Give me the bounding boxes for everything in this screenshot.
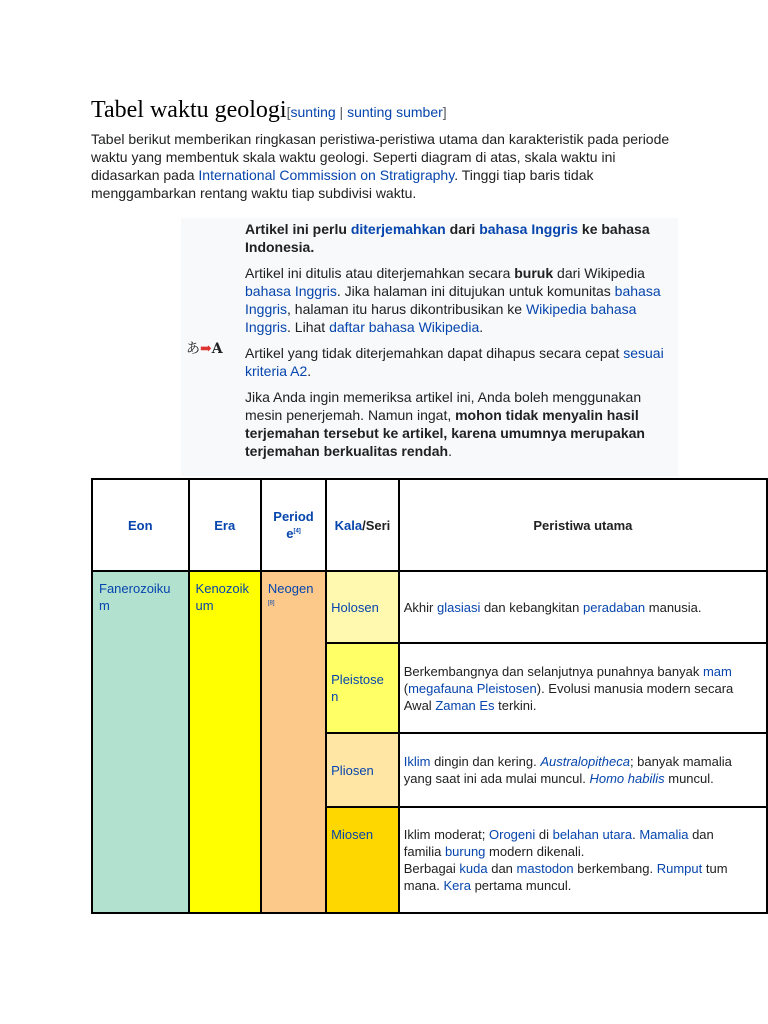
geologic-time-table (91, 478, 768, 914)
notice-title-text: ke bahasa Indonesia. (245, 221, 650, 255)
event-link[interactable]: mastodon (516, 861, 574, 876)
notice-text-span: dari Wikipedia (553, 265, 645, 281)
notice-paragraph-delete (245, 344, 670, 380)
header-kala-link[interactable]: Kala (334, 517, 363, 533)
era-cell (189, 571, 261, 913)
kala-link[interactable]: Pleistose n (331, 672, 384, 704)
event-text: dan (688, 827, 714, 842)
event-text: . (632, 827, 640, 842)
notice-bold: mohon tidak menyalin hasil terjemahan tersebut ke artikel, karena umumnya merupakan terjemahan berkualitas rendah (245, 407, 645, 459)
english-wikipedia-link[interactable]: Wikipedia bahasa Inggris (245, 301, 637, 335)
event-text: berkembang. (573, 861, 657, 876)
header-event-text: Peristiwa utama (533, 517, 633, 533)
notice-text-span: Artikel yang tidak diterjemahkan dapat dihapus secara cepat (245, 345, 624, 361)
event-text: ). Evolusi manusia modern secara (536, 680, 734, 696)
kala-cell (326, 571, 399, 643)
period-cell (261, 571, 326, 913)
event-text: modern dikenali. (485, 844, 585, 859)
era-link[interactable]: Kenozoik um (195, 581, 250, 613)
english-language-link[interactable]: bahasa Inggris (479, 221, 579, 237)
notice-text-span: Artikel ini ditulis atau diterjemahkan secara (245, 265, 515, 281)
translate-icon (186, 338, 223, 358)
event-link[interactable]: Mamalia (639, 827, 689, 842)
event-text: Akhir (403, 599, 437, 615)
table-header-row (92, 479, 767, 571)
eon-link[interactable]: Fanerozoiku m (99, 581, 171, 613)
event-text: ( (403, 680, 409, 696)
event-link[interactable]: Iklim (403, 754, 431, 769)
wikipedia-list-link[interactable]: daftar bahasa Wikipedia (329, 319, 480, 335)
intro-text: Tabel berikut memberikan ringkasan peristiwa-peristiwa utama dan karakteristik pada periode waktu yang membentuk skala waktu geologi. Seperti diagram di atas, skala waktu ini didasarkan pada (91, 131, 670, 183)
event-link[interactable]: Orogeni (489, 827, 536, 842)
edit-bracket-open: [ (286, 104, 291, 120)
notice-text-span: . Lihat (287, 319, 330, 335)
event-text: Awal (403, 697, 436, 713)
kala-cell (326, 807, 399, 913)
header-period-link[interactable]: Period e (273, 509, 314, 541)
event-text: muncul. (664, 771, 714, 786)
header-period (261, 479, 326, 571)
notice-paragraph-quality (245, 264, 670, 336)
notice-text-span: . (307, 363, 312, 379)
event-text: terkini. (494, 697, 537, 713)
event-cell (399, 643, 767, 733)
translate-icon-target: A (211, 341, 223, 357)
event-text: familia (403, 844, 445, 859)
notice-text-span: , halaman itu harus dikontribusikan ke (287, 301, 526, 317)
kala-cell (326, 733, 399, 807)
notice-text-span: Jika Anda ingin memeriksa artikel ini, Anda boleh menggunakan mesin penerjemah. Namun ingat, (245, 389, 642, 423)
notice-title (245, 220, 670, 256)
event-cell (399, 807, 767, 913)
event-link[interactable]: peradaban (582, 599, 646, 615)
event-link[interactable]: Rumput (656, 861, 703, 876)
edit-link[interactable]: sunting (290, 104, 336, 120)
translate-link[interactable]: diterjemahkan (350, 221, 446, 237)
header-era (189, 479, 261, 571)
event-cell (399, 571, 767, 643)
ics-link[interactable]: International Commission on Stratigraphy (198, 167, 455, 183)
event-link[interactable]: Zaman Es (435, 697, 495, 713)
event-text: dan (487, 861, 517, 876)
notice-bold: buruk (514, 265, 554, 281)
header-kala (326, 479, 399, 571)
event-text: mana. (403, 878, 444, 893)
header-eon-link[interactable]: Eon (127, 517, 153, 533)
translate-icon-source: あ (186, 341, 200, 357)
edit-bracket-close: ] (442, 104, 447, 120)
period-cell-reference[interactable]: [8] (267, 600, 275, 607)
event-link[interactable]: Australopitheca (540, 754, 630, 769)
intro-text-end: . Tinggi tiap baris tidak menggambarkan rentang waktu tiap subdivisi waktu. (91, 167, 594, 201)
kala-link[interactable]: Pliosen (331, 762, 374, 778)
notice-title-text: Artikel ini perlu (245, 221, 351, 237)
event-link[interactable]: Homo habilis (589, 771, 665, 786)
table-row (92, 571, 767, 643)
header-kala-text: /Seri (362, 517, 391, 533)
event-link[interactable]: megafauna Pleistosen (408, 680, 537, 696)
notice-title-text: dari (445, 221, 480, 237)
notice-text (245, 220, 670, 468)
edit-source-link[interactable]: sunting sumber (347, 104, 443, 120)
notice-text-span: . (479, 319, 484, 335)
event-text: pertama muncul. (470, 878, 572, 893)
event-text: tum (702, 861, 728, 876)
event-text: yang saat ini ada mulai muncul. (403, 771, 590, 786)
kala-link[interactable]: Holosen (331, 599, 379, 615)
edit-separator: | (335, 104, 348, 120)
event-text: di (535, 827, 553, 842)
event-text: dingin dan kering. (430, 754, 541, 769)
period-reference[interactable]: [4] (293, 528, 301, 535)
criteria-a2-link[interactable]: sesuai kriteria A2 (245, 345, 664, 379)
event-text: dan kebangkitan (480, 599, 583, 615)
kala-link[interactable]: Miosen (331, 827, 374, 842)
section-title: Tabel waktu geologi (91, 97, 287, 123)
kala-cell (326, 643, 399, 733)
event-link[interactable]: Kera (443, 878, 471, 893)
notice-text-span: . (448, 443, 452, 459)
notice-text-span: . Jika halaman ini ditujukan untuk komunitas (336, 283, 615, 299)
event-link[interactable]: kuda (459, 861, 488, 876)
event-link[interactable]: glasiasi (436, 599, 481, 615)
edit-links (287, 104, 447, 120)
header-eon (92, 479, 189, 571)
event-text: manusia. (645, 599, 702, 615)
translation-notice (181, 218, 678, 476)
period-link[interactable]: Neogen (267, 581, 314, 596)
eon-cell (92, 571, 189, 913)
event-link[interactable]: mam (702, 663, 732, 679)
event-text: Iklim moderat; (403, 827, 489, 842)
event-text: ; banyak mamalia (629, 754, 732, 769)
event-text: Berbagai (403, 861, 460, 876)
event-link[interactable]: burung (444, 844, 486, 859)
notice-paragraph-machine (245, 388, 670, 460)
event-link[interactable]: belahan utara (552, 827, 633, 842)
translate-arrow-icon: ➡ (200, 341, 212, 357)
header-event (399, 479, 767, 571)
event-cell (399, 733, 767, 807)
event-text: Berkembangnya dan selanjutnya punahnya banyak (403, 663, 703, 679)
intro-paragraph (91, 130, 681, 202)
header-era-link[interactable]: Era (214, 517, 236, 533)
english-wiki-link[interactable]: bahasa Inggris (245, 283, 337, 299)
section-heading (91, 95, 447, 127)
english-community-link[interactable]: bahasa Inggris (245, 283, 661, 317)
